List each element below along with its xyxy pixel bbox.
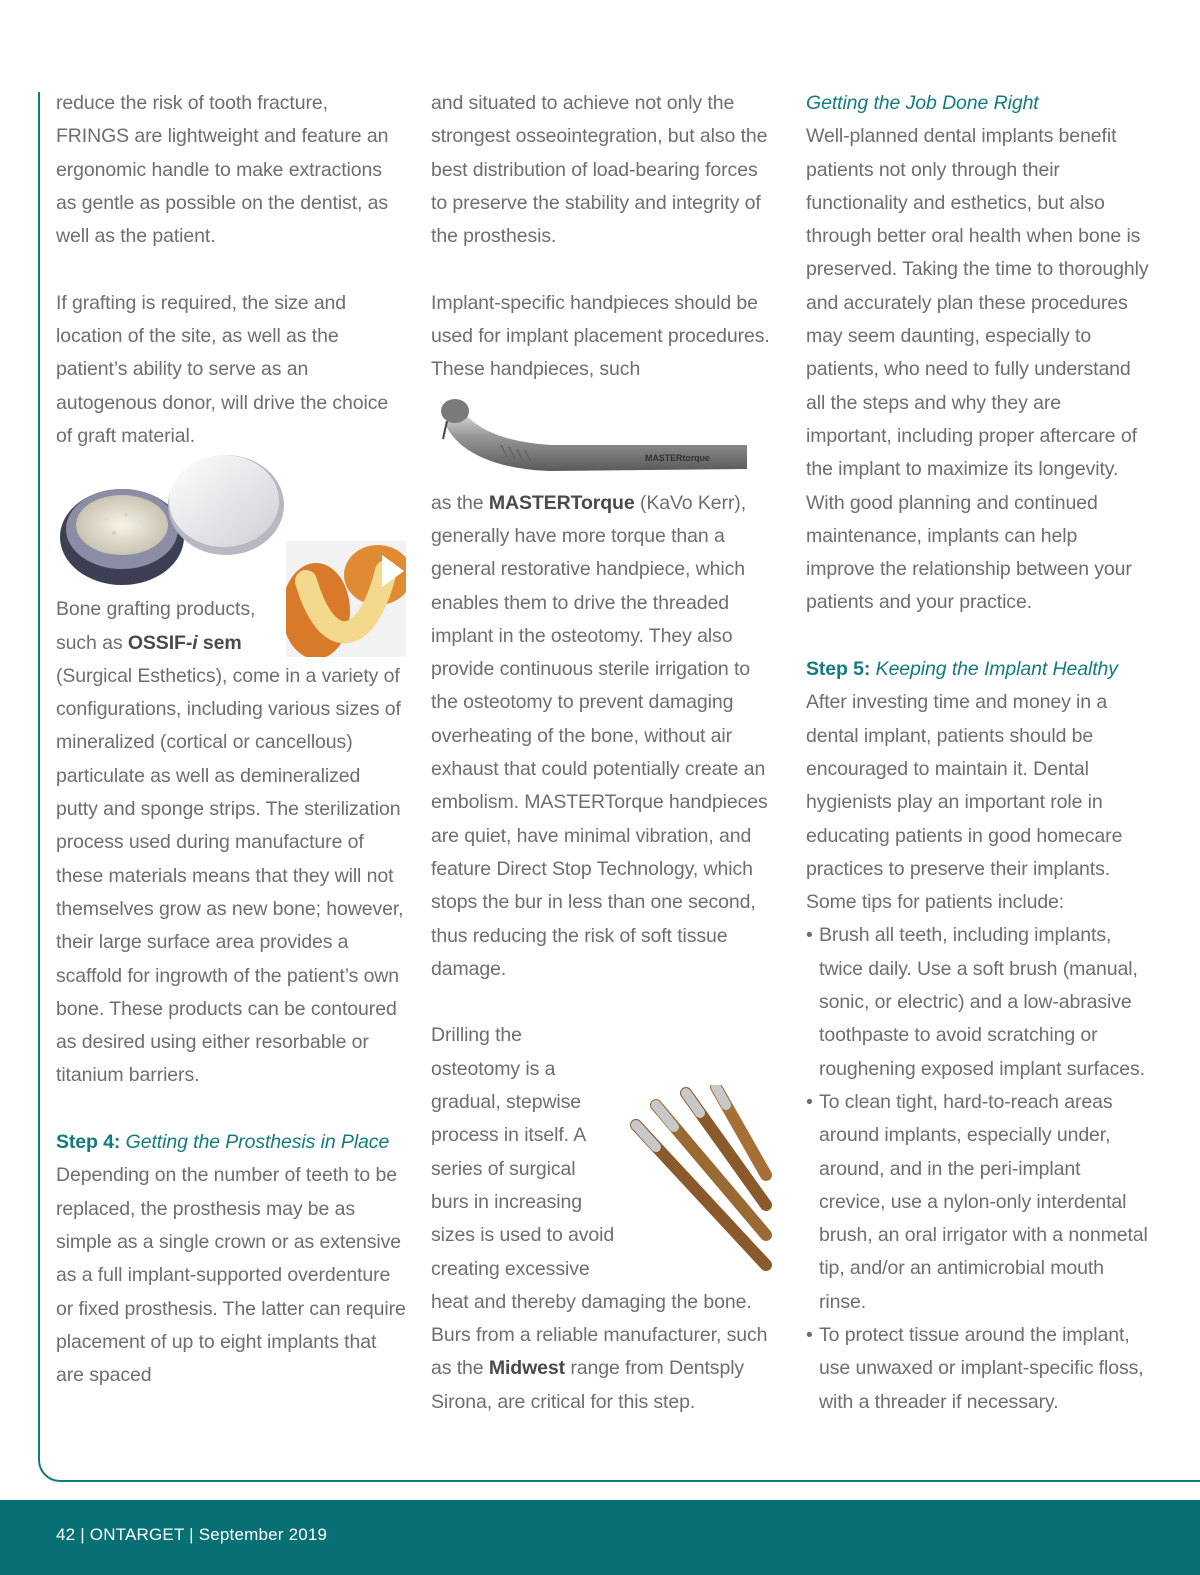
section-heading-job-done-right: Getting the Job Done Right bbox=[806, 92, 1039, 114]
col3-paragraph-1: Well-planned dental implants benefit patients not only through their functionality and esthetics, but also through better oral health when bone is preserved. Taking the time to thoroughly and accurately plan these procedures may seem daunting, especially to patients, who need to fully understand all the steps and why they are important, including proper aftercare of the implant to maximize its longevity. With good planning and continued maintenance, implants can help improve the relationship between your patients and your practice. bbox=[806, 125, 1149, 614]
column-2 bbox=[431, 87, 776, 1419]
col2-paragraph-1: and situated to achieve not only the strongest osseointegration, but also the best distribution of load-bearing forces to preserve the stability and integrity of the prosthesis. bbox=[431, 92, 768, 248]
col2-paragraph-3: as the MASTERTorque (KaVo Kerr), generally have more torque than a general restorative handpiece, which enables them to drive the threaded implant in the osteotomy. They also provide continuous sterile irrigation to the osteotomy to prevent damaging overheating of the bone, without air exhaust that could potentially create an embolism. MASTERTorque handpieces are quiet, have minimal vibration, and feature Direct Stop Technology, which stops the bur in less than one second, thus reducing the risk of soft tissue damage. bbox=[431, 491, 768, 980]
handpiece-image bbox=[431, 387, 751, 487]
mastertorque-product-name: MASTERTorque bbox=[488, 491, 635, 514]
handpiece-brand-label: MASTERtorque bbox=[645, 452, 710, 463]
col2-paragraph-4: Drilling the osteotomy is a gradual, stepwise process in itself. A series of surgical burs in increasing sizes is used to avoid creating excessive heat and thereby damaging the bone. Burs from a reliable manufacturer, such as the Midwest range from Dentsply Sirona, are critical for this step. bbox=[431, 1019, 776, 1419]
col3-paragraph-2: After investing time and money in a dental implant, patients should be encouraged to maintain it. Dental hygienists play an important role in educating patients in good homecare practices to preserve their implants. Some tips for patients include: bbox=[806, 691, 1123, 914]
tip-bullet-2: • To clean tight, hard-to-reach areas around implants, especially under, around, and in the peri-implant crevice, use a nylon-only interdental brush, an oral irrigator with a nonmetal tip, and/or an antimicrobial mouth rinse. bbox=[806, 1086, 1151, 1319]
burs-image bbox=[616, 1085, 776, 1281]
col1-paragraph-3-text-a: Bone grafting products, such as bbox=[56, 598, 256, 654]
bullet-icon: • bbox=[806, 1090, 813, 1113]
graft-jar-image bbox=[56, 453, 292, 593]
tip-bullet-3: • To protect tissue around the implant, use unwaxed or implant-specific floss, with a threader if necessary. bbox=[806, 1319, 1151, 1419]
page-footer bbox=[0, 1500, 1200, 1575]
midwest-product-name: Midwest bbox=[488, 1357, 566, 1380]
col1-paragraph-3-text-c: (Surgical Esthetics), come in a variety of configurations, including various sizes of mineralized (cortical or cancellous) particulate as well as demineralized putty and sponge strips. The sterilization process used during manufacture of these materials means that they will not themselves grow as new bone; however, their large surface area provides a scaffold for ingrowth of the patient’s own bone. These products can be contoured as desired using either resorbable or titanium barriers. bbox=[56, 664, 404, 1087]
bullet-icon: • bbox=[806, 1323, 813, 1346]
bullet-icon: • bbox=[806, 924, 813, 947]
ossif-product-name: OSSIF-i sem bbox=[127, 631, 242, 654]
graft-putty-image bbox=[286, 541, 406, 657]
col1-paragraph-2: If grafting is required, the size and location of the site, as well as the patient’s ability to serve as an autogenous donor, will drive the choice of graft material. bbox=[56, 291, 389, 447]
tip-bullet-1: • Brush all teeth, including implants, twice daily. Use a soft brush (manual, sonic, or electric) and a low-abrasive toothpaste to avoid scratching or roughening exposed implant surfaces. bbox=[806, 919, 1151, 1085]
column-3 bbox=[806, 87, 1151, 1419]
step4-heading: Step 4: Getting the Prosthesis in Place bbox=[56, 1131, 390, 1154]
col1-paragraph-3 bbox=[56, 593, 406, 1092]
step5-heading: Step 5: Keeping the Implant Healthy bbox=[806, 658, 1118, 681]
col2-paragraph-2: Implant-specific handpieces should be used for implant placement procedures. These handpieces, such bbox=[431, 291, 770, 381]
col1-paragraph-4: Depending on the number of teeth to be replaced, the prosthesis may be as simple as a single crown or as extensive as a full implant-supported overdenture or fixed prosthesis. The latter can require placement of up to eight implants that are spaced bbox=[56, 1164, 406, 1387]
col1-paragraph-1: reduce the risk of tooth fracture, FRINGS are lightweight and feature an ergonomic handle to make extractions as gentle as possible on the dentist, as well as the patient. bbox=[56, 92, 389, 248]
footer-text: 42 | ONTARGET | September 2019 bbox=[56, 1525, 328, 1544]
column-1 bbox=[56, 87, 406, 1392]
